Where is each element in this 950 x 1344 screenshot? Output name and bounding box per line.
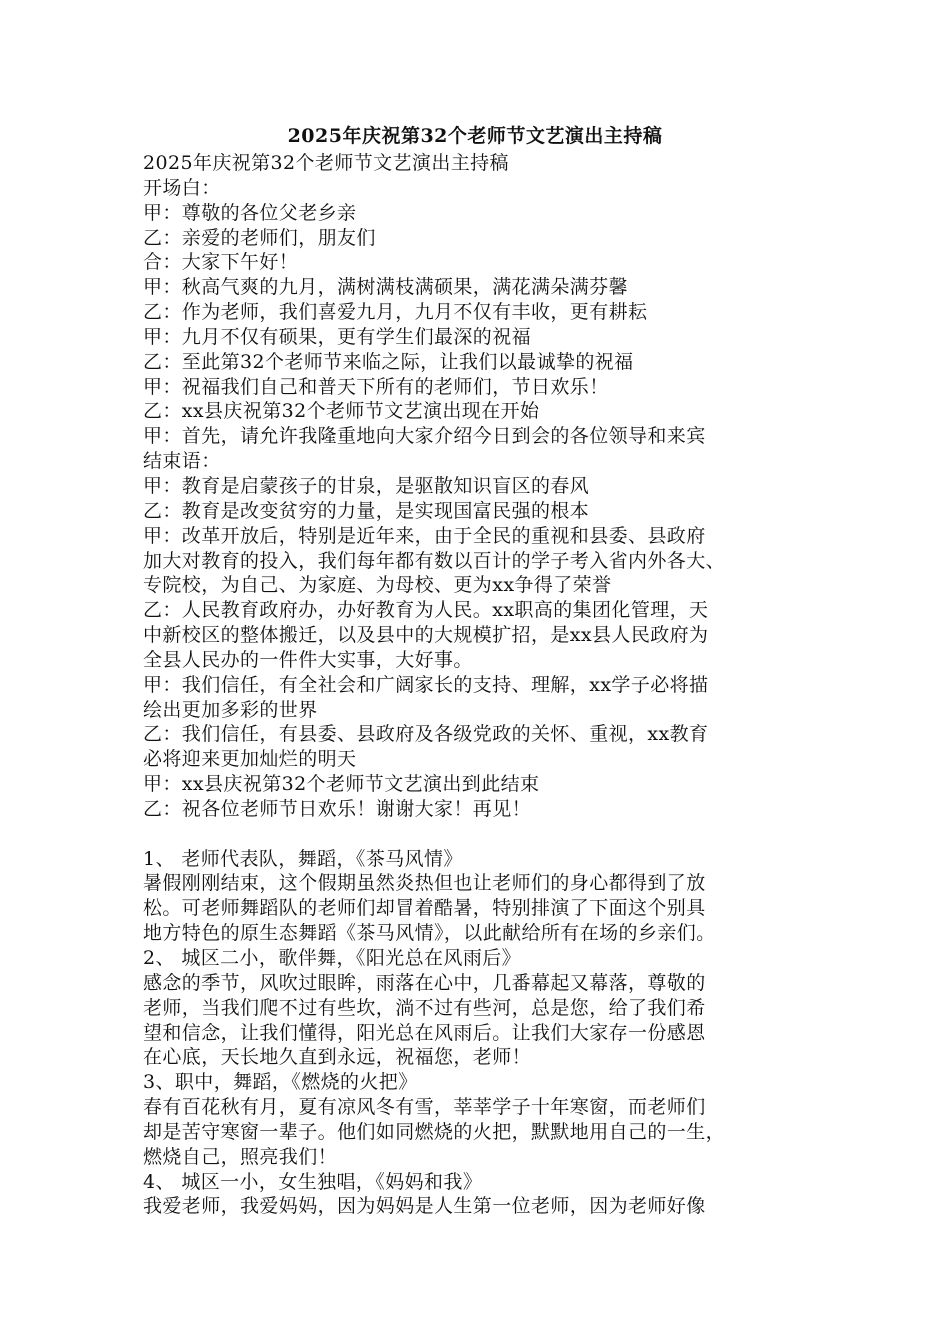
text-line: 结束语： [143,450,221,473]
text-line: 乙：祝各位老师节日欢乐！谢谢大家！再见！ [143,797,532,820]
text-line: 乙：亲爱的老师们，朋友们 [143,226,376,249]
text-line: 2、 城区二小，歌伴舞，《阳光总在风雨后》 [143,947,522,969]
text-line: 望和信念，让我们懂得，阳光总在风雨后。让我们大家存一份感恩 [143,1021,706,1044]
text-line: 暑假刚刚结束，这个假期虽然炎热但也让老师们的身心都得到了放 [143,872,706,895]
document-title: 2025年庆祝第32个老师节文艺演出主持稿 [287,125,663,147]
blank-line [143,822,811,847]
text-line: 1、 老师代表队，舞蹈，《茶马风情》 [143,847,463,870]
text-line: 甲：xx县庆祝第32个老师节文艺演出到此结束 [143,773,540,796]
text-line: 必将迎来更加灿烂的明天 [143,748,357,771]
text-line: 2025年庆祝第32个老师节文艺演出主持稿 [143,152,509,174]
text-line: 4、 城区一小，女生独唱，《妈妈和我》 [143,1170,483,1193]
text-line: 甲：九月不仅有硕果，更有学生们最深的祝福 [143,325,532,348]
text-line: 老师，当我们爬不过有些坎，淌不过有些河，总是您，给了我们希 [143,996,706,1019]
text-line: 甲：尊敬的各位父老乡亲 [143,201,357,224]
text-line: 乙：xx县庆祝第32个老师节文艺演出现在开始 [143,400,540,423]
text-line: 乙：教育是改变贫穷的力量，是实现国富民强的根本 [143,499,590,522]
text-line: 甲：改革开放后，特别是近年来，由于全民的重视和县委、县政府 [143,524,706,547]
text-line: 乙：人民教育政府办，办好教育为人民。xx职高的集团化管理，天 [143,599,709,622]
text-line: 开场白： [143,176,221,199]
text-line: 加大对教育的投入，我们每年都有数以百计的学子考入省内外各大、 [143,549,726,572]
text-line: 却是苦守寒窗一辈子。他们如同燃烧的火把，默默地用自己的一生， [143,1120,726,1143]
text-line: 全县人民办的一件件大实事，大好事。 [143,648,473,671]
text-line: 甲：秋高气爽的九月，满树满枝满硕果，满花满朵满芬馨 [143,276,629,299]
text-line: 甲：祝福我们自己和普天下所有的老师们，节日欢乐！ [143,375,609,398]
text-line: 3、职中，舞蹈，《燃烧的火把》 [143,1071,418,1094]
text-line: 在心底，天长地久直到永远，祝福您，老师！ [143,1046,532,1069]
text-line: 春有百花秋有月，夏有凉风冬有雪，莘莘学子十年寒窗，而老师们 [143,1096,706,1119]
text-line: 中新校区的整体搬迁，以及县中的大规模扩招，是xx县人民政府为 [143,624,709,647]
text-line: 感念的季节，风吹过眼眸，雨落在心中，几番幕起又幕落，尊敬的 [143,971,706,994]
text-line: 绘出更加多彩的世界 [143,698,318,721]
text-line: 地方特色的原生态舞蹈《茶马风情》，以此献给所有在场的乡亲们。 [143,922,716,945]
text-line: 燃烧自己，照亮我们！ [143,1145,338,1168]
text-line: 乙：至此第32个老师节来临之际，让我们以最诚挚的祝福 [143,350,634,373]
text-line: 甲：我们信任，有全社会和广阔家长的支持、理解，xx学子必将描 [143,673,709,696]
text-line: 甲：教育是启蒙孩子的甘泉，是驱散知识盲区的春风 [143,474,590,497]
text-line: 乙：我们信任，有县委、县政府及各级党政的关怀、重视，xx教育 [143,723,709,746]
text-line: 甲：首先，请允许我隆重地向大家介绍今日到会的各位领导和来宾 [143,425,706,448]
text-line: 乙：作为老师，我们喜爱九月，九月不仅有丰收，更有耕耘 [143,301,648,324]
document-body [143,151,811,1219]
text-line: 专院校，为自己、为家庭、为母校、更为xx争得了荣誉 [143,574,612,597]
text-line: 合：大家下午好！ [143,251,299,274]
text-line: 我爱老师，我爱妈妈，因为妈妈是人生第一位老师，因为老师好像 [143,1195,706,1218]
text-line: 松。可老师舞蹈队的老师们却冒着酷暑，特别排演了下面这个别具 [143,897,706,920]
